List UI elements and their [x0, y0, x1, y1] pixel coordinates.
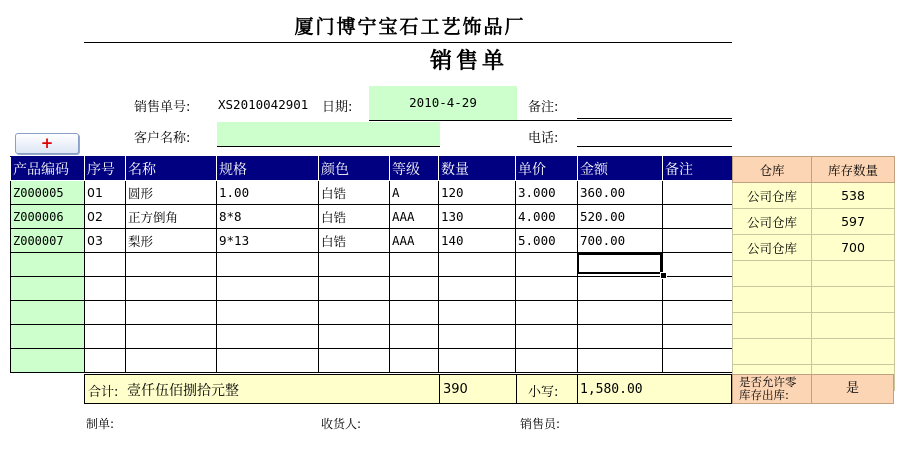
- stock-body: [733, 183, 895, 391]
- table-body: [11, 181, 733, 373]
- date-field[interactable]: 2010-4-29: [369, 86, 517, 120]
- column-header[interactable]: 等级: [390, 157, 439, 181]
- stock-cell: [812, 261, 895, 287]
- table-cell[interactable]: [126, 277, 217, 301]
- table-cell[interactable]: [85, 301, 126, 325]
- table-cell[interactable]: 360.00: [578, 181, 663, 205]
- table-cell[interactable]: [578, 277, 663, 301]
- table-cell[interactable]: [663, 349, 733, 373]
- total-in-words: 壹仟伍佰捌拾元整: [127, 383, 239, 399]
- table-cell[interactable]: 3.000: [516, 181, 578, 205]
- table-cell[interactable]: AAA: [390, 229, 439, 253]
- table-cell[interactable]: [516, 325, 578, 349]
- table-cell[interactable]: [578, 349, 663, 373]
- table-cell[interactable]: Z000007: [11, 229, 85, 253]
- table-cell[interactable]: 1.00: [217, 181, 319, 205]
- table-cell[interactable]: AAA: [390, 205, 439, 229]
- table-cell[interactable]: 120: [439, 181, 516, 205]
- table-cell[interactable]: [85, 253, 126, 277]
- table-cell[interactable]: [516, 349, 578, 373]
- add-row-button[interactable]: +: [15, 133, 79, 154]
- table-cell[interactable]: [439, 325, 516, 349]
- table-cell[interactable]: 4.000: [516, 205, 578, 229]
- table-cell[interactable]: [390, 301, 439, 325]
- stock-header-row: [733, 157, 895, 183]
- subtotal-label: 小写:: [528, 385, 559, 400]
- table-cell[interactable]: [516, 301, 578, 325]
- stock-column-header: 库存数量: [812, 157, 895, 183]
- table-cell[interactable]: [516, 277, 578, 301]
- receiver-label: 收货人:: [321, 417, 362, 431]
- stock-cell: [733, 287, 812, 313]
- table-cell[interactable]: [439, 277, 516, 301]
- column-header[interactable]: 金额: [578, 157, 663, 181]
- table-cell[interactable]: 520.00: [578, 205, 663, 229]
- column-header[interactable]: 数量: [439, 157, 516, 181]
- stock-cell: [812, 287, 895, 313]
- customer-underline: [217, 146, 440, 147]
- allow-zero-stock-value[interactable]: 是: [811, 374, 894, 404]
- table-cell[interactable]: Z000005: [11, 181, 85, 205]
- table-cell[interactable]: [126, 253, 217, 277]
- table-row: [11, 229, 733, 253]
- table-cell[interactable]: [663, 325, 733, 349]
- stock-row: [733, 313, 895, 339]
- table-cell[interactable]: [663, 205, 733, 229]
- table-cell[interactable]: 圆形: [126, 181, 217, 205]
- table-cell[interactable]: 9*13: [217, 229, 319, 253]
- remark-field[interactable]: [577, 94, 732, 119]
- table-cell[interactable]: [85, 349, 126, 373]
- table-cell[interactable]: 130: [439, 205, 516, 229]
- table-cell[interactable]: 5.000: [516, 229, 578, 253]
- table-cell[interactable]: [439, 349, 516, 373]
- table-cell[interactable]: [319, 301, 390, 325]
- qty-total: 390: [443, 382, 468, 397]
- table-cell[interactable]: [217, 349, 319, 373]
- stock-cell: 公司仓库: [733, 235, 812, 261]
- stock-cell: [733, 339, 812, 365]
- table-cell[interactable]: [439, 253, 516, 277]
- stock-cell: 538: [812, 183, 895, 209]
- table-cell[interactable]: [85, 277, 126, 301]
- customer-field[interactable]: [217, 122, 440, 146]
- phone-field[interactable]: [577, 122, 732, 147]
- table-cell[interactable]: 梨形: [126, 229, 217, 253]
- table-cell[interactable]: [663, 253, 733, 277]
- total-label: 合计:: [88, 385, 119, 400]
- table-cell[interactable]: [390, 253, 439, 277]
- document-title: 销售单: [430, 48, 509, 74]
- date-label: 日期:: [322, 100, 353, 115]
- table-cell[interactable]: [85, 325, 126, 349]
- table-header-row: [11, 157, 733, 181]
- table-cell[interactable]: 正方倒角: [126, 205, 217, 229]
- table-cell[interactable]: [663, 181, 733, 205]
- selected-cell[interactable]: [577, 253, 662, 274]
- order-no-label: 销售单号:: [134, 100, 191, 115]
- table-cell[interactable]: 白锆: [319, 181, 390, 205]
- table-cell[interactable]: 白锆: [319, 229, 390, 253]
- table-row: [11, 277, 733, 301]
- form-divider: [369, 120, 732, 121]
- fill-handle[interactable]: [660, 272, 667, 279]
- table-row: [11, 301, 733, 325]
- table-cell[interactable]: [11, 277, 85, 301]
- table-cell[interactable]: [217, 253, 319, 277]
- stock-cell: 公司仓库: [733, 209, 812, 235]
- table-cell[interactable]: [126, 325, 217, 349]
- stock-row: [733, 339, 895, 365]
- customer-label: 客户名称:: [134, 131, 191, 146]
- table-cell[interactable]: 140: [439, 229, 516, 253]
- table-cell[interactable]: [126, 301, 217, 325]
- stock-row: [733, 261, 895, 287]
- table-cell[interactable]: [319, 253, 390, 277]
- column-header[interactable]: 名称: [126, 157, 217, 181]
- table-cell[interactable]: [319, 325, 390, 349]
- stock-cell: [733, 313, 812, 339]
- table-cell[interactable]: 01: [85, 181, 126, 205]
- column-header[interactable]: 单价: [516, 157, 578, 181]
- table-cell[interactable]: [516, 253, 578, 277]
- table-cell[interactable]: 白锆: [319, 205, 390, 229]
- table-cell[interactable]: [439, 301, 516, 325]
- order-no-value[interactable]: XS2010042901: [218, 97, 309, 112]
- table-cell[interactable]: [390, 349, 439, 373]
- column-header[interactable]: 产品编码: [11, 157, 85, 181]
- table-cell[interactable]: [126, 349, 217, 373]
- table-cell[interactable]: Z000006: [11, 205, 85, 229]
- table-row: [11, 325, 733, 349]
- maker-label: 制单:: [86, 417, 115, 431]
- subtotal-value: 1,580.00: [580, 382, 643, 397]
- table-cell[interactable]: [11, 349, 85, 373]
- table-row: [11, 205, 733, 229]
- table-cell[interactable]: 8*8: [217, 205, 319, 229]
- stock-table: [732, 156, 895, 391]
- table-cell[interactable]: [578, 325, 663, 349]
- allow-zero-stock-label: 是否允许零库存出库:: [732, 374, 812, 404]
- table-cell[interactable]: [11, 301, 85, 325]
- table-cell[interactable]: [390, 277, 439, 301]
- table-row: [11, 349, 733, 373]
- table-cell[interactable]: [319, 277, 390, 301]
- table-cell[interactable]: [319, 349, 390, 373]
- table-cell[interactable]: A: [390, 181, 439, 205]
- table-cell[interactable]: [217, 277, 319, 301]
- table-cell[interactable]: [578, 301, 663, 325]
- table-cell[interactable]: [217, 325, 319, 349]
- table-cell[interactable]: [11, 253, 85, 277]
- table-cell[interactable]: 02: [85, 205, 126, 229]
- table-cell[interactable]: [663, 229, 733, 253]
- stock-cell: 公司仓库: [733, 183, 812, 209]
- salesperson-label: 销售员:: [520, 417, 561, 431]
- table-cell[interactable]: [663, 301, 733, 325]
- column-header[interactable]: 颜色: [319, 157, 390, 181]
- header-divider: [84, 42, 732, 43]
- stock-cell: [812, 339, 895, 365]
- table-cell[interactable]: 03: [85, 229, 126, 253]
- stock-cell: 700: [812, 235, 895, 261]
- stock-row: [733, 209, 895, 235]
- phone-label: 电话:: [528, 131, 559, 146]
- company-name: 厦门博宁宝石工艺饰品厂: [294, 16, 526, 38]
- table-cell[interactable]: [390, 325, 439, 349]
- stock-column-header: 仓库: [733, 157, 812, 183]
- remark-label: 备注:: [528, 100, 559, 115]
- table-cell[interactable]: [217, 301, 319, 325]
- table-cell[interactable]: [11, 325, 85, 349]
- column-header[interactable]: 规格: [217, 157, 319, 181]
- stock-row: [733, 287, 895, 313]
- stock-cell: [812, 313, 895, 339]
- table-cell[interactable]: [663, 277, 733, 301]
- stock-row: [733, 235, 895, 261]
- table-row: [11, 181, 733, 205]
- stock-cell: [733, 261, 812, 287]
- table-cell[interactable]: 700.00: [578, 229, 663, 253]
- stock-row: [733, 183, 895, 209]
- stock-cell: 597: [812, 209, 895, 235]
- column-header[interactable]: 备注: [663, 157, 733, 181]
- column-header[interactable]: 序号: [85, 157, 126, 181]
